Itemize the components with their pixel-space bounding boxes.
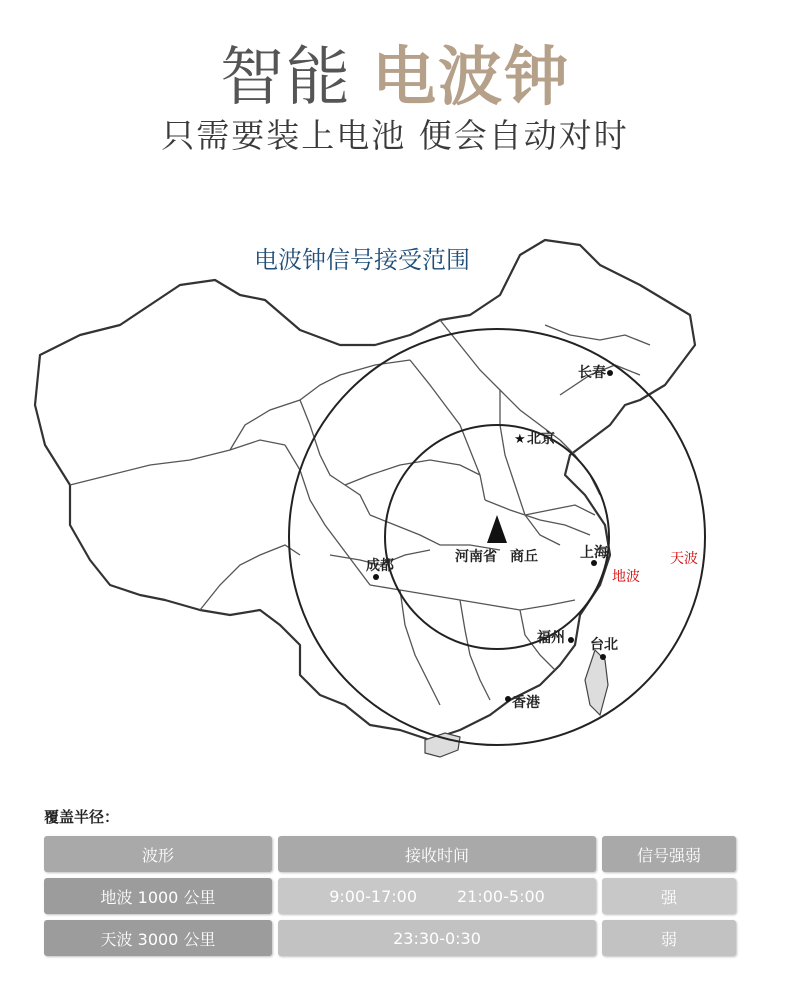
header-wave: 波形 bbox=[44, 836, 272, 872]
row-time bbox=[278, 878, 596, 914]
transmitter-marker bbox=[487, 515, 507, 543]
beijing-star: ★ bbox=[514, 432, 526, 447]
table-row bbox=[44, 878, 738, 914]
label-sky-wave: 天波 bbox=[670, 551, 698, 567]
coverage-table bbox=[44, 836, 738, 962]
dot-taibei bbox=[600, 654, 606, 660]
label-shangqiu: 商丘 bbox=[510, 549, 538, 565]
label-changchun: 长春 bbox=[578, 365, 606, 381]
row-time-b: 21:00-5:00 bbox=[457, 886, 545, 906]
row-strength: 强 bbox=[602, 878, 736, 914]
coverage-title: 覆盖半径： bbox=[44, 808, 120, 826]
dot-changchun bbox=[607, 370, 613, 376]
label-ground-wave: 地波 bbox=[612, 569, 640, 585]
row-strength: 弱 bbox=[602, 920, 736, 956]
map-title: 电波钟信号接受范围 bbox=[254, 246, 470, 274]
label-xianggang: 香港 bbox=[512, 695, 540, 711]
hainan-island bbox=[425, 733, 460, 757]
map-svg bbox=[0, 225, 790, 785]
dot-chengdu bbox=[373, 574, 379, 580]
page-subtitle: 只需要装上电池 便会自动对时 bbox=[161, 116, 629, 155]
label-beijing: 北京 bbox=[527, 431, 555, 447]
dot-fuzhou bbox=[568, 637, 574, 643]
taiwan-island bbox=[585, 650, 608, 715]
label-henan: 河南省 bbox=[455, 549, 497, 565]
dot-xianggang bbox=[505, 696, 511, 702]
label-fuzhou: 福州 bbox=[537, 630, 565, 646]
label-taibei: 台北 bbox=[590, 637, 618, 653]
page-title bbox=[0, 26, 790, 118]
row-time bbox=[278, 920, 596, 956]
label-shanghai: 上海 bbox=[580, 545, 608, 561]
row-wave: 天波 3000 公里 bbox=[44, 920, 272, 956]
table-row bbox=[44, 920, 738, 956]
header-time: 接收时间 bbox=[278, 836, 596, 872]
table-header-row bbox=[44, 836, 738, 872]
province-borders bbox=[70, 320, 650, 705]
row-time-a: 23:30-0:30 bbox=[393, 928, 481, 948]
signal-range-map bbox=[0, 225, 790, 785]
title-bold-text: 电波钟 bbox=[372, 41, 570, 115]
title-light-text: 智能 bbox=[220, 41, 352, 115]
label-chengdu: 成都 bbox=[366, 558, 394, 574]
row-time-a: 9:00-17:00 bbox=[329, 886, 417, 906]
header-strength: 信号强弱 bbox=[602, 836, 736, 872]
row-wave: 地波 1000 公里 bbox=[44, 878, 272, 914]
